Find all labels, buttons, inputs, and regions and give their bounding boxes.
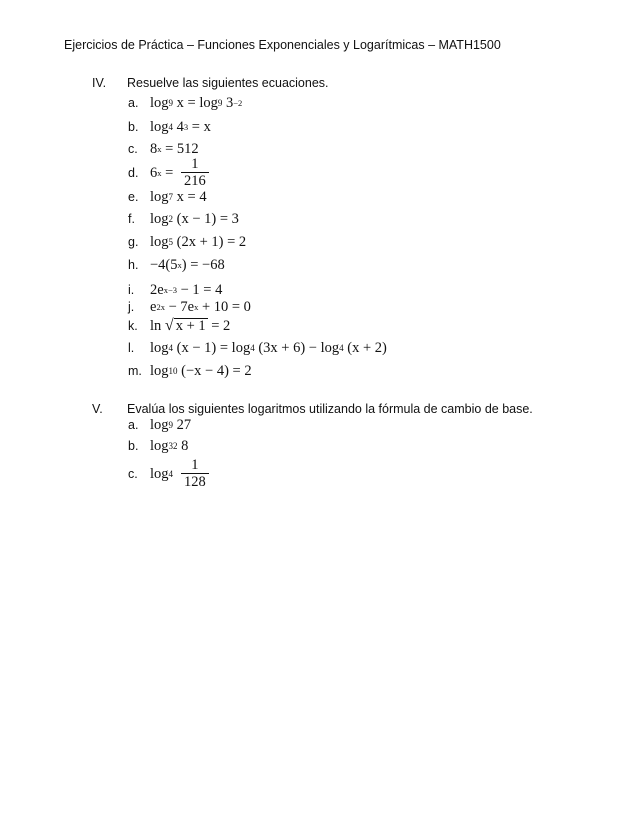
item-label: j. [128, 300, 135, 314]
equation: log 10 (−x − 4) = 2 [150, 362, 252, 379]
item-label: i. [128, 283, 135, 297]
fraction: $\frac{1}{128}$ [181, 458, 209, 490]
exercise-iv-a [128, 92, 242, 114]
section-number: V. [92, 402, 103, 416]
equation: 8 x = 512 [150, 140, 199, 157]
equation: e 2x − 7e x + 10 = 0 [150, 298, 251, 315]
exercise-iv-b [128, 116, 211, 138]
item-label: l. [128, 341, 135, 355]
exercise-iv-e [128, 186, 207, 208]
equation: log 9 x = log 9 3 −2 [150, 94, 243, 111]
item-label: c. [128, 142, 138, 156]
item-label: h. [128, 258, 139, 272]
section-number: IV. [92, 76, 107, 90]
square-root: √ x + 1 [164, 317, 206, 334]
exercise-iv-k [128, 315, 230, 337]
expression: log 4 $\frac{1}{128}$ [150, 458, 209, 490]
item-label: g. [128, 235, 139, 249]
exercise-v-c [128, 457, 209, 491]
exercise-v-b [128, 435, 188, 457]
exercise-iv-l [128, 337, 387, 359]
exercise-iv-h [128, 254, 225, 276]
section-title: Evalúa los siguientes logaritmos utilizando la fórmula de cambio de base. [127, 402, 533, 416]
exercise-iv-m [128, 360, 252, 382]
equation: log 2 (x − 1) = 3 [150, 210, 239, 227]
equation: log 4 (x − 1) = log 4 (3x + 6) − log 4 (x + 2) [150, 339, 387, 356]
fraction: $\frac{1}{216}$ [181, 157, 209, 189]
equation: log 5 (2x + 1) = 2 [150, 233, 247, 250]
expression: log 9 27 [150, 416, 192, 433]
exercise-v-a [128, 414, 191, 436]
expression: log 32 8 [150, 437, 189, 454]
item-label: k. [128, 319, 138, 333]
equation: ln √ x + 1 = 2 [150, 317, 231, 334]
equation: 6 x = $\frac{1}{216}$ [150, 157, 209, 189]
equation: log 7 x = 4 [150, 188, 207, 205]
item-label: d. [128, 166, 139, 180]
item-label: a. [128, 96, 139, 110]
exercise-iv-d [128, 155, 209, 189]
item-label: f. [128, 212, 135, 226]
equation: log 4 4 3 = x [150, 118, 211, 135]
equation: −4(5 x ) = −68 [150, 256, 225, 273]
exercise-iv-g [128, 231, 246, 253]
item-label: m. [128, 364, 142, 378]
page-header: Ejercicios de Práctica – Funciones Exponenciales y Logarítmicas – MATH1500 [64, 38, 501, 52]
equation: 2e x−3 − 1 = 4 [150, 281, 223, 298]
item-label: c. [128, 467, 138, 481]
item-label: b. [128, 120, 139, 134]
item-label: e. [128, 190, 139, 204]
exercise-iv-f [128, 208, 239, 230]
section-title: Resuelve las siguientes ecuaciones. [127, 76, 329, 90]
item-label: a. [128, 418, 139, 432]
item-label: b. [128, 439, 139, 453]
